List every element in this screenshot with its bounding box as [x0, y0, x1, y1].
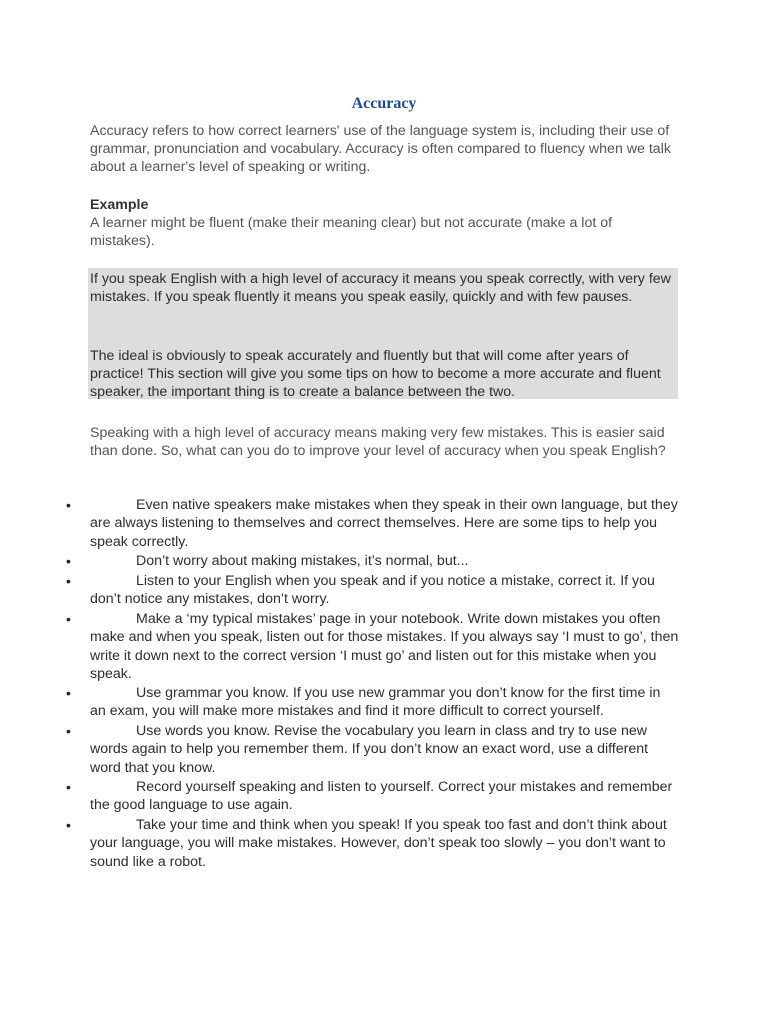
page-title: Accuracy — [351, 95, 417, 112]
example-heading: Example — [90, 197, 149, 213]
bullet-icon: • — [66, 723, 71, 739]
bullet-icon: • — [66, 497, 71, 513]
list-item-text: Make a ‘my typical mistakes’ page in your notebook. Write down mistakes you often make and when you speak, listen out for those mistakes. If you always say ‘I must to go’, then write it down next to the correct version ‘I must go’ and listen out for this mistake when you speak. — [90, 611, 679, 683]
body-paragraph: Speaking with a high level of accuracy means making very few mistakes. This is easier said than done. So, what can you do to improve your level of accuracy when you speak English? — [90, 425, 666, 459]
bullet-icon: • — [66, 779, 71, 795]
list-item-text: Take your time and think when you speak! If you speak too fast and don’t think about your language, you will make mistakes. However, don’t speak too slowly – you don’t want to sound like a robot. — [90, 817, 667, 870]
list-item-text: Even native speakers make mistakes when they speak in their own language, but they are always listening to themselves and correct themselves. Here are some tips to help you speak correctly. — [90, 497, 678, 550]
bullet-icon: • — [66, 553, 71, 569]
list-item-text: Use grammar you know. If you use new grammar you don’t know for the first time in an exam, you will make more mistakes and find it more difficult to correct yourself. — [90, 685, 661, 720]
highlight-paragraph: The ideal is obviously to speak accurately and fluently but that will come after years of practice! This section will give you some tips on how to become a more accurate and fluent speaker, the important thing is to create a balance between the two. — [90, 348, 661, 400]
bullet-icon: • — [66, 611, 71, 627]
highlighted-section — [88, 268, 678, 399]
example-paragraph: A learner might be fluent (make their meaning clear) but not accurate (make a lot of mistakes). — [90, 215, 613, 249]
list-item-text: Don’t worry about making mistakes, it’s normal, but... — [136, 553, 469, 569]
bullet-icon: • — [66, 817, 71, 833]
list-item-text: Record yourself speaking and listen to yourself. Correct your mistakes and remember the good language to use again. — [90, 779, 673, 814]
highlight-paragraph: If you speak English with a high level of accuracy it means you speak correctly, with very few mistakes. If you speak fluently it means you speak easily, quickly and with few pauses. — [90, 271, 671, 305]
bullet-icon: • — [66, 573, 71, 589]
intro-paragraph: Accuracy refers to how correct learners' use of the language system is, including their use of grammar, pronunciation and vocabulary. Accuracy is often compared to fluency when we talk about a learner's level of speaking or writing. — [90, 123, 671, 175]
bullet-icon: • — [66, 685, 71, 701]
list-item-text: Use words you know. Revise the vocabulary you learn in class and try to use new words again to help you remember them. If you don’t know an exact word, use a different word that you know. — [90, 723, 649, 776]
list-item-text: Listen to your English when you speak and if you notice a mistake, correct it. If you don’t notice any mistakes, don’t worry. — [90, 573, 655, 608]
